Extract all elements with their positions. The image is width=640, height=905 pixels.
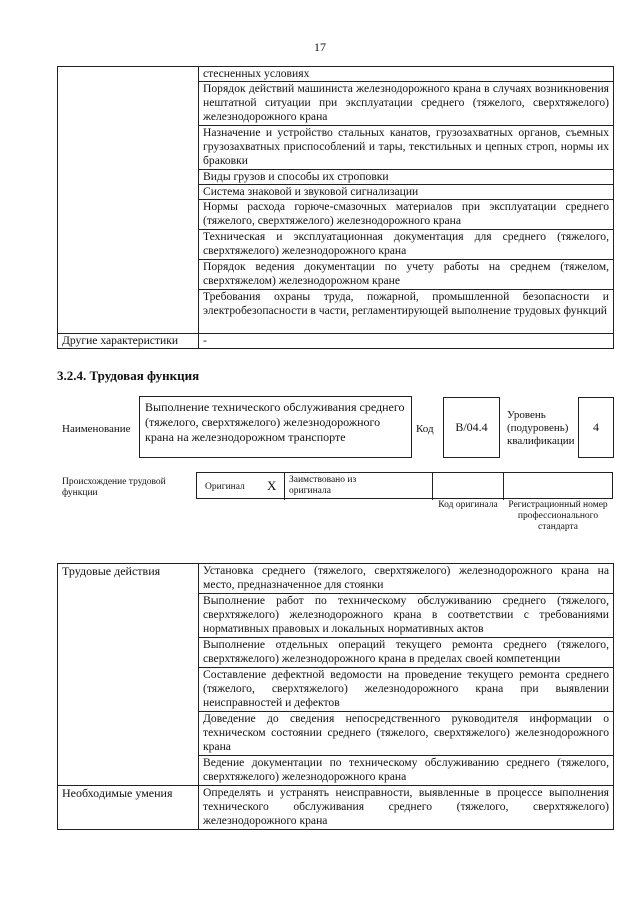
labor-actions-label: Трудовые действия xyxy=(58,564,199,786)
table-row xyxy=(58,564,614,594)
section-title: 3.2.4. Трудовая функция xyxy=(57,368,200,383)
table-cell: Виды грузов и способы их строповки xyxy=(199,170,614,185)
level-value: 4 xyxy=(593,420,599,434)
table-cell: Система знаковой и звуковой сигнализации xyxy=(199,185,614,200)
required-skills-label: Необходимые умения xyxy=(58,786,199,830)
table-cell: Назначение и устройство стальных канатов, грузозахватных органов, съемных грузозахватных приспособлений и тары, текстильных и цепных строп, нормы их браковки xyxy=(199,126,614,170)
function-name-box xyxy=(139,396,412,458)
function-name-value: Выполнение технического обслуживания среднего (тяжелого, сверхтяжелого) железнодорожного крана на железнодорожном транспорте xyxy=(145,400,405,444)
table-row xyxy=(58,786,614,830)
code-original-caption: Код оригинала xyxy=(438,500,498,510)
level-box xyxy=(578,397,614,458)
code-label: Код xyxy=(416,423,434,435)
table-cell: Доведение до сведения непосредственного руководителя информации о техническом состоянии среднего (тяжелого, сверхтяжелого) железнодорожного крана xyxy=(199,712,614,756)
table-cell: Требования охраны труда, пожарной, промышленной безопасности и электробезопасности в части, регламентирующей выполнение трудовых функций xyxy=(199,290,614,334)
table-row xyxy=(58,334,614,349)
other-characteristics-value: - xyxy=(199,334,614,349)
table-cell: Выполнение работ по техническому обслуживанию среднего (тяжелого, сверхтяжелого) железнодорожного крана в соответствии с требованиями нормативных правовых и локальных нормативных актов xyxy=(199,594,614,638)
reg-number-caption: Регистрационный номер профессионального стандарта xyxy=(508,500,608,532)
table-cell: Порядок действий машиниста железнодорожного крана в случаях возникновения нештатной ситуации при эксплуатации среднего (тяжелого, сверхтяжелого) железнодорожного крана xyxy=(199,82,614,126)
code-box xyxy=(443,397,500,458)
actions-table xyxy=(57,563,614,830)
table-cell: Порядок ведения документации по учету работы на среднем (тяжелом, сверхтяжелом) железнодорожном кране xyxy=(199,260,614,290)
table-cell: Нормы расхода горюче-смазочных материалов при эксплуатации среднего (тяжелого, сверхтяжелого) железнодорожного крана xyxy=(199,200,614,230)
table-row xyxy=(58,67,614,82)
table-cell: Определять и устранять неисправности, выявленные в процессе выполнения технического обслуживания среднего (тяжелого, сверхтяжелого) железнодорожного крана xyxy=(199,786,614,830)
borrowed-label: Заимствовано из оригинала xyxy=(289,475,357,496)
page-number: 17 xyxy=(314,40,326,54)
code-value: B/04.4 xyxy=(455,420,488,434)
origin-label: Происхождение трудовой функции xyxy=(62,477,166,498)
table-cell: Составление дефектной ведомости на проведение текущего ремонта среднего (тяжелого, сверхтяжелого) железнодорожного крана при выявлении неисправностей и дефектов xyxy=(199,668,614,712)
knowledge-table xyxy=(57,66,614,349)
level-label: Уровень (подуровень) квалификации xyxy=(507,409,575,447)
other-characteristics-label: Другие характеристики xyxy=(58,334,199,349)
table-cell: стесненных условиях xyxy=(199,67,614,82)
table-cell: Установка среднего (тяжелого, сверхтяжелого) железнодорожного крана на место, предназначенное для стоянки xyxy=(199,564,614,594)
name-label: Наименование xyxy=(62,423,131,435)
original-mark: X xyxy=(267,478,277,493)
origin-table xyxy=(196,472,613,499)
table-cell: Техническая и эксплуатационная документация для среднего (тяжелого, сверхтяжелого) железнодорожного крана xyxy=(199,230,614,260)
table-cell: Ведение документации по техническому обслуживанию среднего (тяжелого, сверхтяжелого) железнодорожного крана xyxy=(199,756,614,786)
original-label: Оригинал xyxy=(205,482,245,492)
table-cell: Выполнение отдельных операций текущего ремонта среднего (тяжелого, сверхтяжелого) железнодорожного крана в пределах своей компетенции xyxy=(199,638,614,668)
left-label-cell xyxy=(58,67,199,334)
